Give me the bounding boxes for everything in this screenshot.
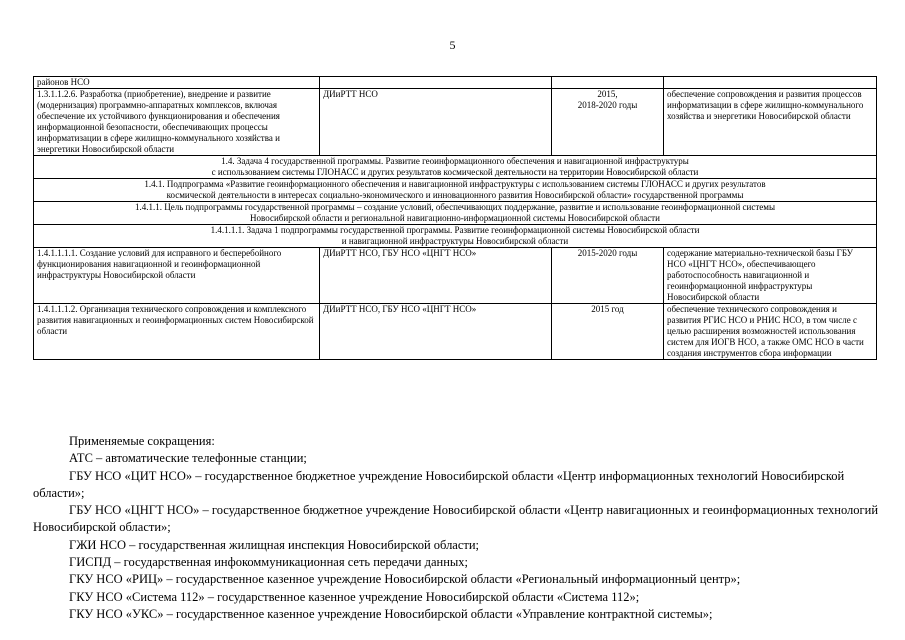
table-cell [320, 77, 552, 89]
period-line: 2015, [597, 89, 618, 99]
section-line: космической деятельности в интересах социально-экономического и инновационного развития Новосибирской области» государственной программы [166, 190, 744, 200]
table-cell: 1.3.1.1.2.6. Разработка (приобретение), внедрение и развитие (модернизация) программно-аппаратных комплексов, включая обеспечение их устойчивого функционирования и обеспечения информационной безопасности, обеспечивающих процессы информатизации в сфере жилищно-коммунального хозяйства и энергетики Новосибирской области [34, 89, 320, 156]
section-header [34, 202, 877, 225]
section-line: 1.4. Задача 4 государственной программы. Развитие геоинформационного обеспечения и навигационной инфраструктуры [221, 156, 689, 166]
period-line: 2018-2020 годы [577, 100, 638, 110]
section-line: Новосибирской области и региональной навигационно-информационной системы Новосибирской области [250, 213, 660, 223]
section-row [34, 225, 877, 248]
section-header [34, 156, 877, 179]
section-row [34, 156, 877, 179]
table-cell [552, 77, 664, 89]
abbreviation-item: ГИСПД – государственная инфокоммуникационная сеть передачи данных; [69, 555, 469, 570]
section-line: и навигационной инфраструктуры Новосибирской области [341, 236, 569, 246]
table-cell: 1.4.1.1.1.1. Создание условий для исправного и бесперебойного функционирования навигационной и геоинформационной инфраструктуры Новосибирской области [34, 248, 320, 304]
section-line: 1.4.1. Подпрограмма «Развитие геоинформационного обеспечения и навигационной инфраструктуры с использованием системы ГЛОНАСС и других результатов [144, 179, 766, 189]
table-cell: ДИиРТТ НСО, ГБУ НСО «ЦНГТ НСО» [320, 304, 552, 360]
table-cell: обеспечение технического сопровождения и развития РГИС НСО и РНИС НСО, в том числе с целью расширения возможностей использования систем для ИОГВ НСО, а также ОМС НСО в части создания инструментов сбора информации [664, 304, 877, 360]
section-line: с использованием системы ГЛОНАСС и других результатов космической деятельности на территории Новосибирской области [211, 167, 699, 177]
abbreviations-heading: Применяемые сокращения: [69, 434, 215, 448]
abbreviation-item: ГБУ НСО «ЦНГТ НСО» – государственное бюджетное учреждение Новосибирской области «Центр навигационных и геоинформационных технологий Новосибирской области»; [33, 503, 879, 535]
abbreviation-item: ГЖИ НСО – государственная жилищная инспекция Новосибирской области; [69, 537, 480, 552]
table-row [34, 89, 877, 156]
table-row [34, 77, 877, 89]
table-cell: ДИиРТТ НСО [320, 89, 552, 156]
table-cell: ДИиРТТ НСО, ГБУ НСО «ЦНГТ НСО» [320, 248, 552, 304]
section-header [34, 179, 877, 202]
table-cell: содержание материально-технической базы ГБУ НСО «ЦНГТ НСО», обеспечивающего работоспособность навигационной и геоинформационной инфраструктуры Новосибирской области [664, 248, 877, 304]
page-number: 5 [449, 38, 456, 52]
abbreviations-section [33, 433, 883, 623]
section-header [34, 225, 877, 248]
abbreviation-item: ГКУ НСО «Система 112» – государственное казенное учреждение Новосибирской области «Система 112»; [69, 589, 640, 604]
abbreviation-item: ГБУ НСО «ЦИТ НСО» – государственное бюджетное учреждение Новосибирской области «Центр информационных технологий Новосибирской области»; [33, 468, 845, 500]
section-row [34, 179, 877, 202]
section-line: 1.4.1.1.1. Задача 1 подпрограммы государственной программы. Развитие геоинформационной системы Новосибирской области [210, 225, 700, 235]
table-cell: 2015 год [552, 304, 664, 360]
table-row [34, 248, 877, 304]
abbreviation-item: АТС – автоматические телефонные станции; [69, 451, 307, 466]
measures-table [33, 76, 877, 360]
table-cell: обеспечение сопровождения и развития процессов информатизации в сфере жилищно-коммунального хозяйства и энергетики Новосибирской области [664, 89, 877, 156]
table-cell [664, 77, 877, 89]
abbreviation-item: ГКУ НСО «УКС» – государственное казенное учреждение Новосибирской области «Управление контрактной системы»; [69, 606, 713, 621]
table-cell: районов НСО [34, 77, 320, 89]
section-line: 1.4.1.1. Цель подпрограммы государственной программы – создание условий, обеспечивающих поддержание, развитие и использование геоинформационной системы [134, 202, 776, 212]
section-row [34, 202, 877, 225]
abbreviation-item: ГКУ НСО «РИЦ» – государственное казенное учреждение Новосибирской области «Региональный информационный центр»; [69, 572, 741, 587]
table-cell: 1.4.1.1.1.2. Организация технического сопровождения и комплексного развития навигационных и геоинформационных систем Новосибирской области [34, 304, 320, 360]
table-cell [552, 89, 664, 156]
table-row [34, 304, 877, 360]
table-cell: 2015-2020 годы [552, 248, 664, 304]
